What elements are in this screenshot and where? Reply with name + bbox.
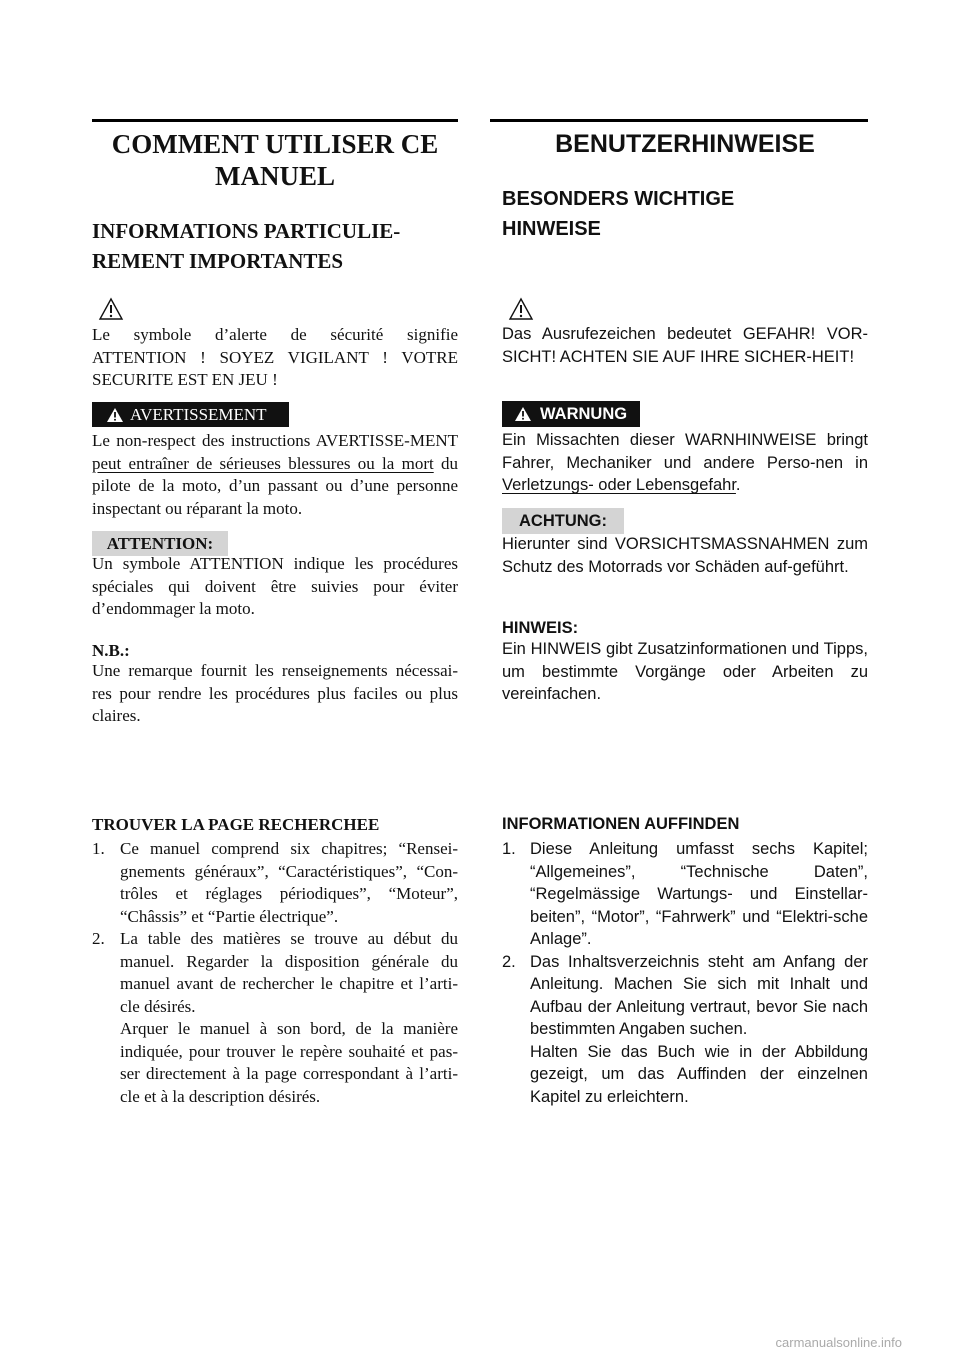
list-item-text: Diese Anleitung umfasst sechs Kapitel; “Allgemeines”, “Technische Daten”, “Regelmässige Wartungs- und Einstellar-beiten”, “Motor”, “Fahrwerk” und “Elektri-sche Anlage”. [530, 840, 868, 948]
section-heading-fr [92, 216, 458, 276]
find-heading-de: INFORMATIONEN AUFFINDEN [502, 815, 740, 833]
list-item-continuation [92, 1018, 458, 1108]
find-list-fr [92, 838, 458, 1108]
list-item [92, 928, 458, 1018]
page-title-fr: COMMENT UTILISER CE MANUEL [111, 129, 439, 191]
find-list-de [502, 838, 868, 1108]
list-item-text: Halten Sie das Buch wie in der Abbildung gezeigt, um das Auffinden der einzelnen Kapitel zu erleichtern. [530, 1042, 868, 1106]
footer-watermark: carmanualsonline.info [775, 1335, 902, 1350]
caution-badge-de: ACHTUNG: [502, 508, 624, 534]
section-heading-fr-line2: REMENT IMPORTANTES [92, 249, 344, 273]
warning-icon [106, 407, 124, 423]
list-item-text: Das Inhaltsverzeichnis steht am Anfang der Anleitung. Machen Sie sich mit Inhalt und Aufbau der Anleitung vertraut, bevor Sie nach bestimmten Angaben suchen. [530, 952, 868, 1038]
top-rule-right [490, 119, 868, 122]
safety-alert-icon [98, 297, 124, 321]
warning-text-fr-pre: Le non-respect des instructions AVERTISSE-MENT [92, 431, 458, 450]
warning-text-fr-underlined: peut entraîner de sérieuses blessures ou la mort [92, 453, 434, 473]
safety-alert-icon [508, 297, 534, 321]
alert-text-de: Das Ausrufezeichen bedeutet GEFAHR! VOR-SICHT! ACHTEN SIE AUF IHRE SICHER-HEIT! [502, 325, 868, 366]
list-item-text: Arquer le manuel à son bord, de la manière indiquée, pour trouver le repère souhaité et pas-ser directement à la page correspondant à l’arti-cle et à la description désirés. [120, 1019, 458, 1106]
list-item [502, 838, 868, 951]
list-item-text: La table des matières se trouve au début du manuel. Regarder la disposition générale du manuel avant de rechercher le chapitre et l’arti-cle désirés. [120, 929, 458, 1016]
warning-text-de-pre: Ein Missachten dieser WARNHINWEISE bringt Fahrer, Mechaniker und andere Perso-nen in [502, 431, 868, 472]
warning-text-de-post: . [735, 476, 741, 494]
note-label-de: HINWEIS: [502, 619, 579, 637]
warning-badge-de [502, 401, 640, 427]
section-heading-fr-line1: INFORMATIONS PARTICULIE- [92, 219, 401, 243]
warning-badge-fr [92, 402, 289, 427]
list-item-continuation [502, 1041, 868, 1109]
section-heading-de [502, 184, 868, 244]
note-label-fr: N.B.: [92, 641, 130, 660]
note-text-fr: Une remarque fournit les renseignements nécessai-res pour rendre les procédures plus faciles ou plus claires. [92, 661, 458, 725]
list-item-number: 2. [92, 929, 105, 948]
warning-text-de-underlined: Verletzungs- oder Lebensgefahr [502, 476, 736, 494]
page-title-de: BENUTZERHINWEISE [555, 130, 815, 158]
warning-icon [514, 406, 532, 422]
alert-text-fr: Le symbole d’alerte de sécurité signifie ATTENTION ! SOYEZ VIGILANT ! VOTRE SECURITE EST EN JEU ! [92, 325, 458, 389]
caution-text-de: Hierunter sind VORSICHTSMASSNAHMEN zum Schutz des Motorrads vor Schäden auf-geführt. [502, 535, 868, 576]
list-item-number: 1. [502, 840, 516, 858]
list-item-number: 1. [92, 839, 105, 858]
top-rule-left [92, 119, 458, 122]
list-item-text: Ce manuel comprend six chapitres; “Rensei-gnements généraux”, “Caractéristiques”, “Con-trôles et réglages périodiques”, “Moteur”, “Châssis” et “Partie électrique”. [120, 839, 458, 926]
warning-text-fr-post: du pilote de la moto, d’un passant ou d’une personne inspectant ou réparant la moto. [92, 453, 458, 518]
find-heading-fr: TROUVER LA PAGE RECHERCHEE [92, 815, 380, 834]
section-heading-de-line2: HINWEISE [502, 218, 601, 240]
warning-label-fr: AVERTISSEMENT [130, 404, 267, 424]
caution-badge-fr: ATTENTION: [92, 531, 228, 556]
list-item [502, 951, 868, 1041]
warning-text-fr [92, 430, 458, 520]
list-item-number: 2. [502, 952, 516, 971]
warning-label-de: WARNUNG [540, 404, 628, 423]
section-heading-de-line1: BESONDERS WICHTIGE [502, 188, 735, 210]
note-text-de: Ein HINWEIS gibt Zusatzinformationen und Tipps, um bestimmte Vorgänge oder Arbeiten zu vereinfachen. [502, 640, 868, 703]
caution-text-fr: Un symbole ATTENTION indique les procédures spéciales qui doivent être suivies pour éviter d’endommager la moto. [92, 554, 458, 618]
warning-text-de [502, 429, 868, 497]
list-item [92, 838, 458, 928]
